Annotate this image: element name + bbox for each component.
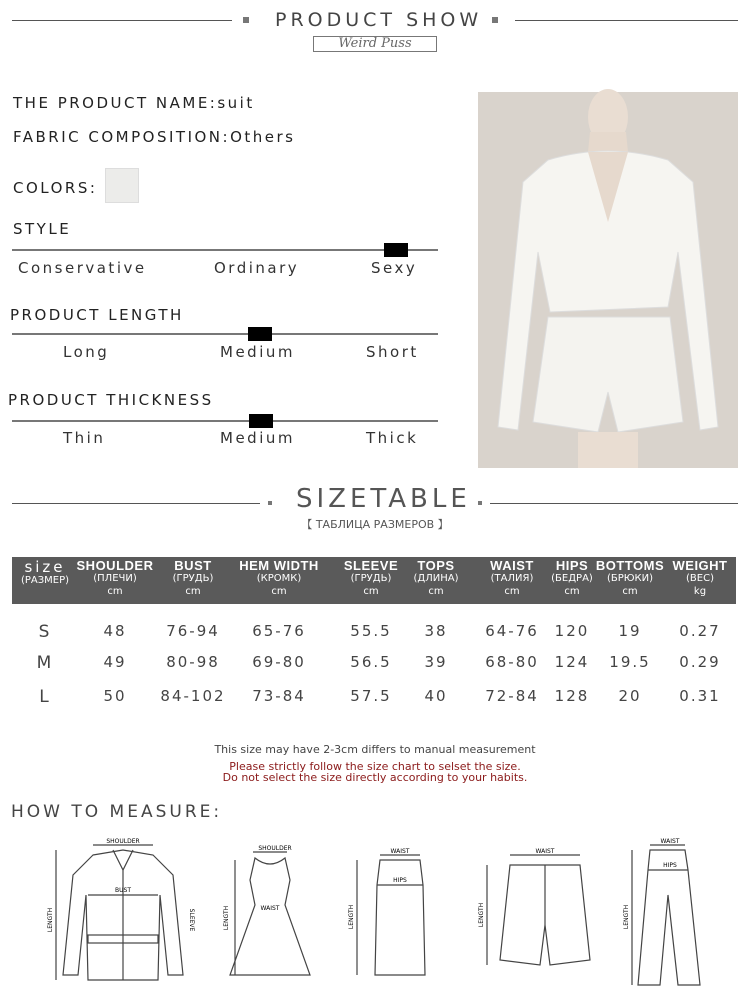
header-unit: cm [622,586,638,597]
style-scale [12,249,438,251]
divider [515,20,738,21]
column-header [477,557,547,604]
table-cell: 0.27 [679,622,721,640]
header-unit: kg [693,586,707,597]
shorts-diagram [475,845,595,975]
dress-diagram [220,840,320,985]
table-cell: 57.5 [350,687,392,705]
style-marker [384,243,408,257]
waist-label: WAIST [535,848,555,855]
thickness-option: Thin [63,429,106,447]
brand-name: Weird Puss [313,36,437,52]
style-option: Conservative [18,259,147,277]
length-option: Short [366,343,419,361]
divider-dot [243,17,249,23]
shoulder-label: SHOULDER [258,845,292,852]
waist-label: WAIST [660,838,680,845]
header-sub: (КРОМК) [256,573,302,584]
column-header [592,557,668,604]
table-cell: 0.29 [679,653,721,671]
header-name: SHOULDER [76,558,154,573]
note-follow-chart: Please strictly follow the size chart to selset the size. [229,760,521,773]
length-label: LENGTH [223,905,230,931]
table-cell: 76-94 [166,622,220,640]
table-cell: 19.5 [609,653,651,671]
table-cell: 38 [424,622,448,640]
table-cell: 56.5 [350,653,392,671]
header-name: WEIGHT [672,558,728,573]
table-cell: 80-98 [166,653,220,671]
length-label: LENGTH [348,904,355,930]
column-header [229,557,329,604]
header-unit: cm [271,586,287,597]
jacket-diagram [48,835,198,985]
header-name: HEM WIDTH [239,558,319,573]
page-title: PRODUCT SHOW [275,9,483,31]
style-option: Ordinary [214,259,300,277]
table-cell: 64-76 [485,622,539,640]
thickness-scale [12,420,438,422]
header-sub: (ГРУДЬ) [172,573,214,584]
sizetable-title: SIZETABLE [296,484,471,514]
divider [12,503,260,504]
header-unit: cm [564,586,580,597]
divider-dot [492,17,498,23]
header-sub: (ТАЛИЯ) [490,573,534,584]
header-sub: (БЕДРА) [551,573,593,584]
color-swatch[interactable] [105,168,139,203]
waist-label: WAIST [390,848,410,855]
header-unit: cm [107,586,123,597]
divider [490,503,738,504]
table-cell: 68-80 [485,653,539,671]
table-cell: 72-84 [485,687,539,705]
sleeve-label: SLEEVE [188,908,195,932]
style-option: Sexy [371,259,418,277]
style-title: STYLE [13,220,72,238]
waist-label: WAIST [260,905,280,912]
header-sub: (РАЗМЕР) [20,575,70,586]
table-cell: 128 [554,687,590,705]
hips-label: HIPS [663,862,677,869]
length-label: LENGTH [47,907,54,933]
product-name: THE PRODUCT NAME:suit [13,94,255,112]
table-cell: 65-76 [252,622,306,640]
header-sub: (ДЛИНА) [413,573,459,584]
header-name: BOTTOMS [595,558,665,573]
header-sub: (ГРУДЬ) [350,573,392,584]
column-header [163,557,223,604]
table-cell: 0.31 [679,687,721,705]
header-unit: cm [428,586,444,597]
table-cell: 49 [103,653,127,671]
note-habits: Do not select the size directly according to your habits. [222,771,528,784]
length-title: PRODUCT LENGTH [10,306,184,324]
table-cell: 48 [103,622,127,640]
table-cell: 124 [554,653,590,671]
skirt-diagram [345,845,435,985]
column-header [12,557,78,604]
product-photo [478,92,738,468]
size-cell: S [38,622,52,642]
table-cell: 84-102 [160,687,226,705]
header-name: size [24,558,66,576]
shoulder-label: SHOULDER [106,838,140,845]
size-cell: L [39,687,51,707]
size-cell: M [36,653,54,673]
sizetable-subtitle: 【 ТАБЛИЦА РАЗМЕРОВ 】 [301,518,449,531]
thickness-marker [249,414,273,428]
table-cell: 50 [103,687,127,705]
table-cell: 120 [554,622,590,640]
header-unit: cm [363,586,379,597]
length-label: LENGTH [623,904,630,930]
table-cell: 73-84 [252,687,306,705]
header-unit: cm [504,586,520,597]
how-to-measure-title: HOW TO MEASURE: [11,802,223,822]
header-sub: (ПЛЕЧИ) [93,573,137,584]
length-label: LENGTH [478,902,485,928]
table-cell: 20 [618,687,642,705]
hips-label: HIPS [393,877,407,884]
table-cell: 40 [424,687,448,705]
bust-label: BUST [115,887,131,894]
column-header [665,557,735,604]
fabric-composition: FABRIC COMPOSITION:Others [13,128,296,146]
pants-diagram [620,835,710,990]
thickness-title: PRODUCT THICKNESS [8,391,214,409]
note-measurement: This size may have 2-3cm differs to manual measurement [214,743,536,756]
header-name: HIPS [555,558,589,573]
header-name: WAIST [490,558,534,573]
thickness-option: Medium [220,429,295,447]
divider [12,20,232,21]
header-sub: (БРЮКИ) [606,573,654,584]
length-option: Medium [220,343,295,361]
divider-dot [268,501,272,505]
table-cell: 69-80 [252,653,306,671]
column-header [406,557,466,604]
divider-dot [478,501,482,505]
header-name: BUST [174,558,212,573]
header-name: SLEEVE [343,558,399,573]
column-header [74,557,156,604]
column-header [338,557,404,604]
table-cell: 19 [618,622,642,640]
length-marker [248,327,272,341]
table-cell: 39 [424,653,448,671]
length-scale [12,333,438,335]
length-option: Long [63,343,110,361]
colors-label: COLORS: [13,179,98,197]
table-cell: 55.5 [350,622,392,640]
column-header [548,557,596,604]
header-unit: cm [185,586,201,597]
header-sub: (ВЕС) [686,573,714,584]
thickness-option: Thick [366,429,419,447]
header-name: TOPS [417,558,455,573]
